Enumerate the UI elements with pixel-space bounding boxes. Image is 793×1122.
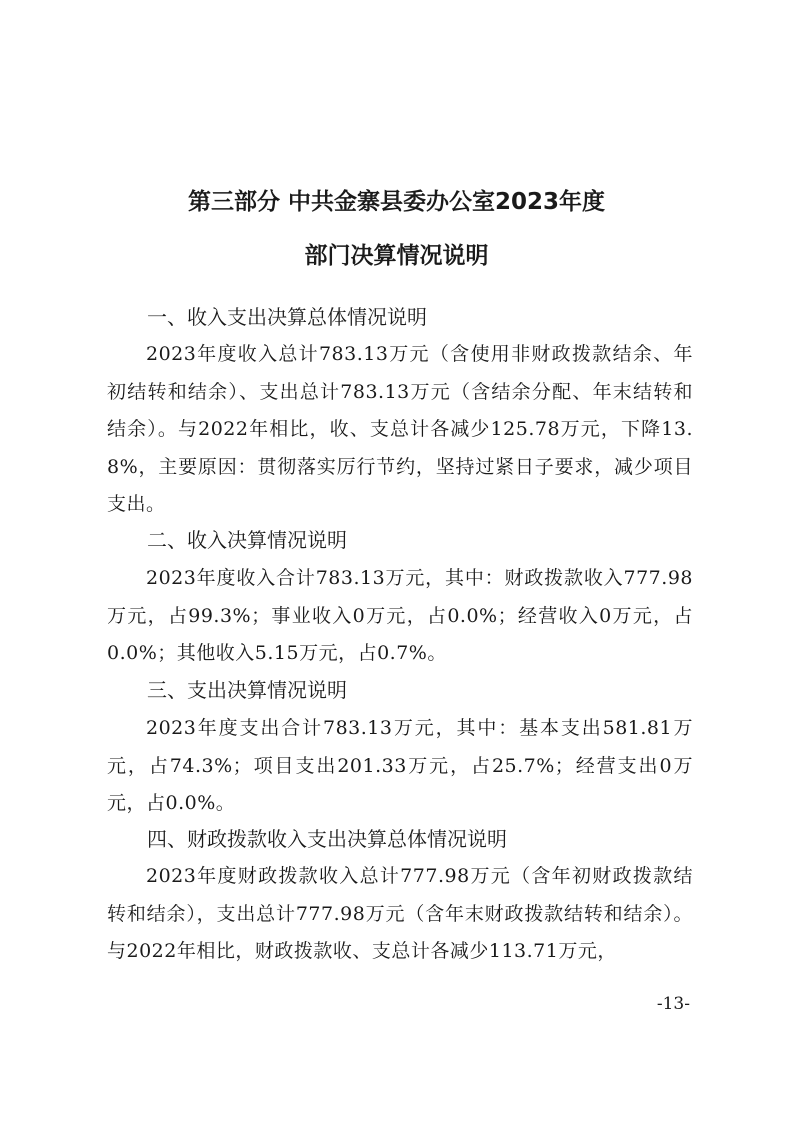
document-title-line-2: 部门决算情况说明 [304,243,489,269]
section-heading-income: 二、收入决算情况说明 [147,528,347,552]
section-body-income-expenditure-overview: 2023年度收入总计783.13万元（含使用非财政拨款结余、年初结转和结余）、支出总计783.13万元（含结余分配、年末结转和结余）。与2022年相比，收、支总计各减少125.78万元，下降13.8%，主要原因：贯彻落实厉行节约，坚持过紧日子要求，减少项目支出。 [107,343,693,515]
document-title-line-1: 第三部分 中共金寨县委办公室2023年度 [187,189,606,215]
section-body-income: 2023年度收入合计783.13万元，其中：财政拨款收入777.98万元，占99.3%；事业收入0万元，占0.0%；经营收入0万元，占0.0%；其他收入5.15万元，占0.7%。 [107,567,693,664]
section-body-expenditure: 2023年度支出合计783.13万元，其中：基本支出581.81万元，占74.3%；项目支出201.33万元，占25.7%；经营支出0万元，占0.0%。 [107,717,693,814]
section-heading-fiscal-appropriation: 四、财政拨款收入支出决算总体情况说明 [147,827,507,851]
section-heading-expenditure: 三、支出决算情况说明 [147,678,347,702]
section-body-fiscal-appropriation: 2023年度财政拨款收入总计777.98万元（含年初财政拨款结转和结余），支出总计777.98万元（含年末财政拨款结转和结余）。与2022年相比，财政拨款收、支总计各减少113.71万元， [107,865,693,962]
page-number: -13- [656,994,690,1014]
section-heading-income-expenditure-overview: 一、收入支出决算总体情况说明 [147,305,427,329]
